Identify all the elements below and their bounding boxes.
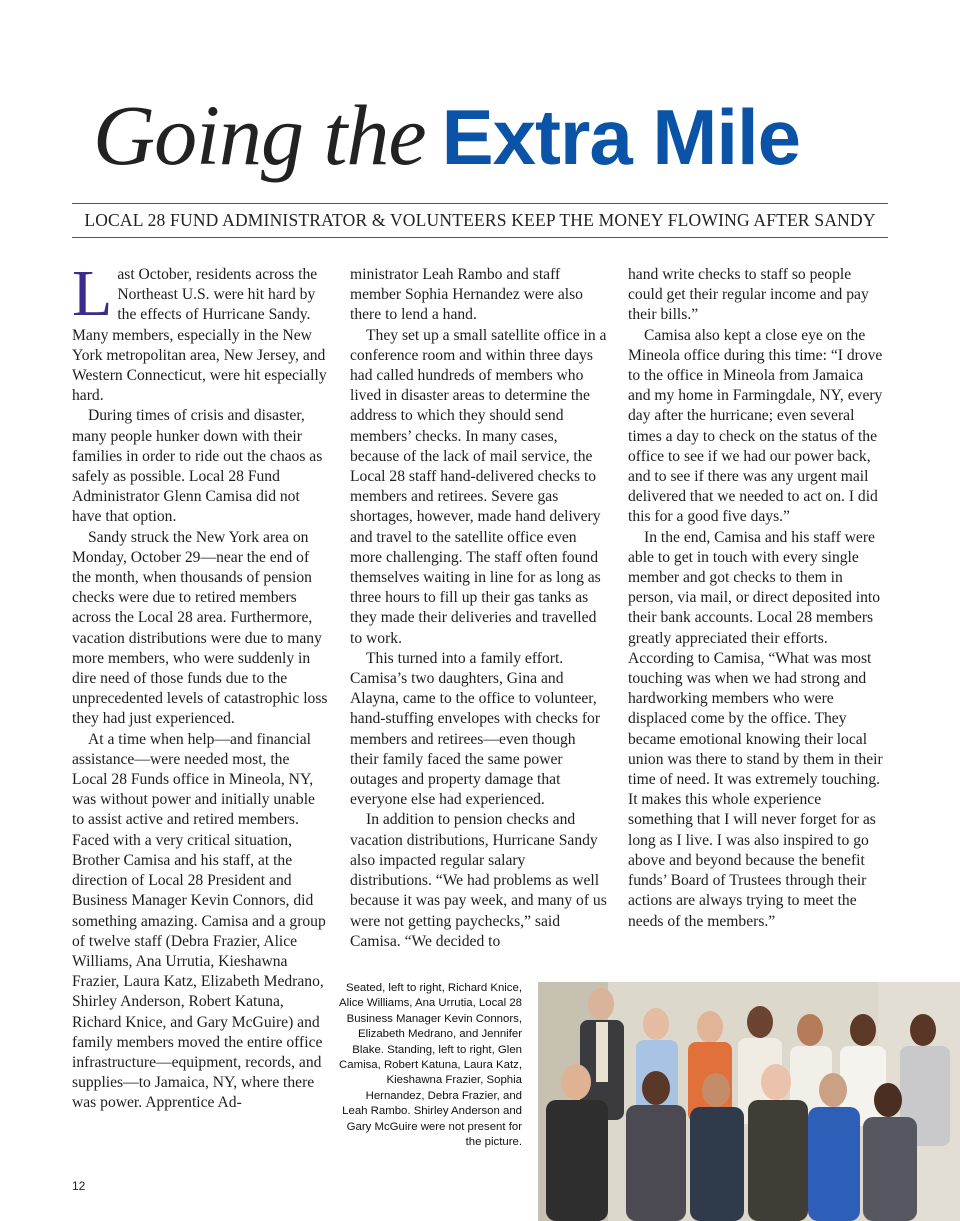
paragraph: During times of crisis and disaster, many people hunker down with their families in order to ride out the chaos as safely as possible. Local 28 Fund Administrator Glenn Camisa did not have that option. [72, 407, 323, 526]
subtitle-bottom-rule [72, 237, 888, 238]
paragraph: This turned into a family effort. Camisa’s two daughters, Gina and Alayna, came to the office to volunteer, hand-stuffing envelopes with checks for members and retirees—even though their family faced the same power outages and property damage that everyone else had experienced. [350, 649, 601, 809]
drop-cap: L [72, 257, 113, 330]
paragraph [72, 257, 328, 406]
photo-caption: Seated, left to right, Richard Knice, Alice Williams, Ana Urrutia, Local 28 Business Manager Kevin Connors, Elizabeth Medrano, and Jennifer Blake. Standing, left to right, Glen Camisa, Robert Katuna, Laura Katz, Kieshawna Frazier, Sophia Hernandez, Debra Frazier, and Leah Rambo. Shirley Anderson and Gary McGuire were not present for the picture. [339, 982, 522, 1149]
text-column-2 [350, 265, 608, 952]
subtitle-top-rule [72, 203, 888, 204]
paragraph: Sandy struck the New York area on Monday, October 29—near the end of the month, when thousands of pension checks were due to retired members across the Local 28 area. Furthermore, vacation distributions were due to many more members, who were suddenly in dire need of those funds due to the unprecedented levels of catastrophic loss they had just experienced. [72, 528, 328, 728]
paragraph-text: ast October, residents across the Northeast U.S. were hit hard by the effects of Hurricane Sandy. Many members, especially in the New York metropolitan area, New Jersey, and Western Connecticut, were hit especially hard. [72, 266, 327, 405]
group-photo [538, 982, 960, 1221]
paragraph: Camisa also kept a close eye on the Mineola office during this time: “I drove to the office in Mineola from Jamaica and my home in Farmingdale, NY, every day after the hurricane; even several times a day to check on the status of the office to see if we had our power back, and to see if there was any urgent mail delivered that we needed to act on. I did this for a good five days.” [628, 326, 883, 526]
text-column-1 [72, 257, 328, 1114]
paragraph: ministrator Leah Rambo and staff member Sophia Hernandez were also there to lend a hand. [350, 266, 583, 324]
article-subtitle: LOCAL 28 FUND ADMINISTRATOR & VOLUNTEERS KEEP THE MONEY FLOWING AFTER SANDY [84, 210, 876, 230]
text-column-3 [628, 265, 888, 932]
paragraph: In the end, Camisa and his staff were able to get in touch with every single member and got checks to them in person, via mail, or direct deposited into their bank accounts. Local 28 members greatly appreciated their efforts. According to Camisa, “What was most touching was when we had strong and hardworking members who were displaced come by the office. They became emotional knowing their local union was there to stand by them in their time of need. It was extremely touching. It makes this whole experience something that I will never forget for as long as I live. I was also inspired to go above and beyond because the benefit funds’ Board of Trustees through their actions are always trying to meet the needs of the members.” [628, 528, 883, 930]
article-title [93, 87, 801, 183]
title-part-italic: Going the [93, 87, 426, 183]
paragraph: They set up a small satellite office in a conference room and within three days had called hundreds of members who lived in disaster areas to determine the address to which they should send members’ checks. In many cases, because of the lack of mail service, the Local 28 staff hand-delivered checks to members and retirees. Severe gas shortages, however, made hand delivery and travel to the satellite office even more challenging. The staff often found themselves waiting in line for as long as three hours to fill up their gas tanks as they made their deliveries and travelled to work. [350, 326, 607, 647]
paragraph: hand write checks to staff so people could get their regular income and pay their bills.” [628, 266, 869, 324]
title-part-bold: Extra Mile [441, 93, 801, 181]
page-number: 12 [72, 1179, 86, 1193]
paragraph: In addition to pension checks and vacation distributions, Hurricane Sandy also impacted regular salary distributions. “We had problems as well because it was pay week, and many of us were not getting paychecks,” said Camisa. “We decided to [350, 811, 607, 950]
group-photo-illustration [538, 982, 960, 1221]
paragraph: At a time when help—and financial assistance—were needed most, the Local 28 Funds office in Mineola, NY, was without power and initially unable to assist active and retired members. Faced with a very critical situation, Brother Camisa and his staff, at the direction of Local 28 President and Business Manager Kevin Connors, did something amazing. Camisa and a group of twelve staff (Debra Frazier, Alice Williams, Ana Urrutia, Kieshawna Frazier, Laura Katz, Elizabeth Medrano, Shirley Anderson, Robert Katuna, Richard Knice, and Gary McGuire) and family members moved the entire office infrastructure—equipment, records, and supplies—to Jamaica, NY, where there was power. Apprentice Ad- [72, 730, 326, 1112]
